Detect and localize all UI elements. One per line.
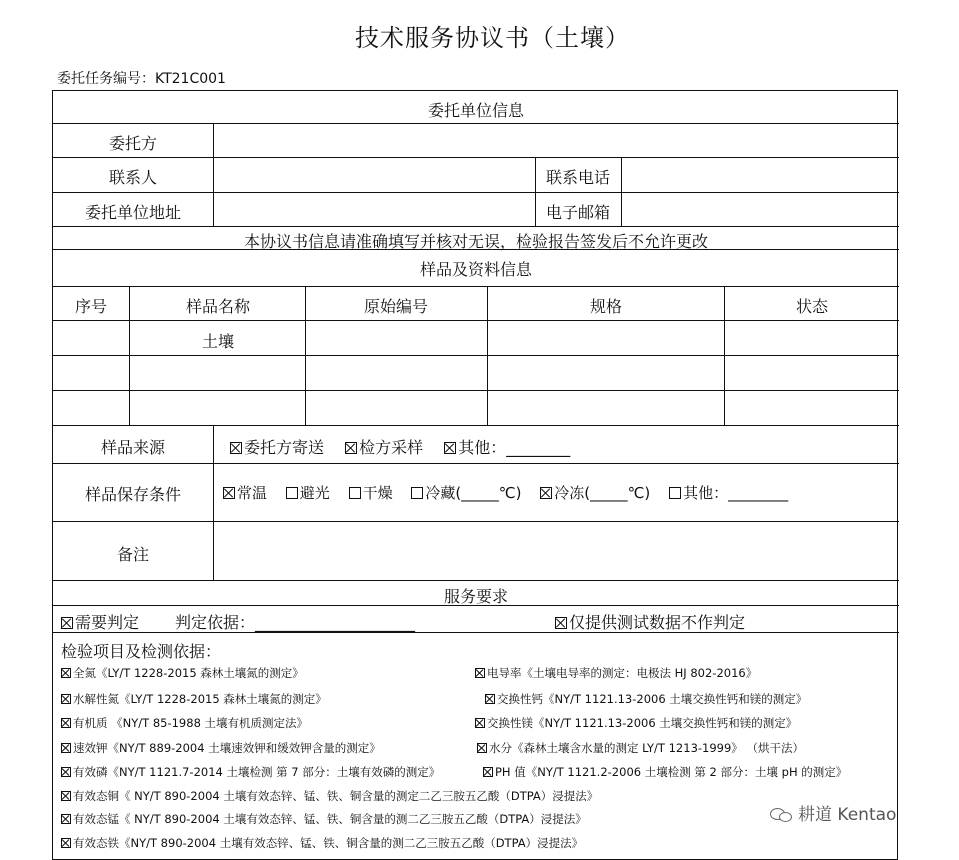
- test-item-total-nitrogen[interactable]: 全氮《LY/T 1228-2015 森林土壤氮的测定》: [61, 665, 304, 681]
- sample-name-cell: 土壤: [201, 332, 235, 351]
- row-divider: [53, 425, 899, 426]
- service-section-header: 服务要求: [443, 587, 509, 606]
- row-divider: [53, 463, 899, 464]
- test-item-hydrolyzable-nitrogen[interactable]: 水解性氮《LY/T 1228-2015 森林土壤氮的测定》: [61, 691, 327, 707]
- col-header-sample-name: 样品名称: [185, 297, 251, 316]
- checkbox-icon: [669, 487, 681, 499]
- test-item-organic-matter[interactable]: 有机质 《NY/T 85-1988 土壤有机质测定法》: [61, 715, 308, 731]
- checkbox-checked-icon: [61, 838, 71, 848]
- checkbox-checked-icon: [61, 617, 73, 629]
- checkbox-checked-icon: [223, 487, 235, 499]
- remark-label: 备注: [116, 545, 150, 564]
- checkbox-checked-icon: [61, 694, 71, 704]
- storage-option-room-temp[interactable]: 常温: [223, 482, 267, 503]
- checkbox-checked-icon: [61, 743, 71, 753]
- row-divider: [53, 320, 899, 321]
- no-judge-option[interactable]: 仅提供测试数据不作判定: [555, 610, 745, 633]
- source-option-other[interactable]: 其他：________: [444, 435, 570, 458]
- test-item-available-potassium[interactable]: 速效钾《NY/T 889-2004 土壤速效钾和缓效钾含量的测定》: [61, 740, 381, 756]
- col-header-index: 序号: [74, 297, 108, 316]
- test-item-available-copper[interactable]: 有效态铜《 NY/T 890-2004 土壤有效态锌、锰、铁、铜含量的测定二乙三胺五乙酸（DTPA）浸提法》: [61, 788, 598, 804]
- source-options: [230, 435, 586, 458]
- email-label: 电子邮箱: [545, 203, 611, 222]
- col-divider: [621, 157, 622, 226]
- checkbox-checked-icon: [61, 718, 71, 728]
- source-option-client[interactable]: 委托方寄送: [230, 435, 324, 458]
- watermark: 耕道 Kentao: [770, 800, 896, 825]
- storage-label: 样品保存条件: [84, 485, 182, 504]
- test-item-ph[interactable]: PH 值《NY/T 1121.2-2006 土壤检测 第 2 部分：土壤 pH 的测定》: [483, 764, 847, 780]
- checkbox-checked-icon: [230, 442, 242, 454]
- col-divider: [213, 123, 214, 226]
- checkbox-checked-icon: [477, 743, 487, 753]
- test-item-exchangeable-calcium[interactable]: 交换性钙《NY/T 1121.13-2006 土壤交换性钙和镁的测定》: [485, 691, 807, 707]
- checkbox-checked-icon: [475, 668, 485, 678]
- row-divider: [53, 286, 899, 287]
- document-title: 技术服务协议书（土壤）: [355, 24, 630, 52]
- contact-label: 联系人: [108, 168, 158, 187]
- row-divider: [53, 390, 899, 391]
- col-divider: [724, 286, 725, 425]
- storage-option-dark[interactable]: 避光: [286, 482, 330, 503]
- row-divider: [53, 521, 899, 522]
- col-header-status: 状态: [795, 297, 829, 316]
- test-items-heading: 检验项目及检测依据：: [61, 642, 222, 661]
- test-item-exchangeable-magnesium[interactable]: 交换性镁《NY/T 1121.13-2006 土壤交换性钙和镁的测定》: [475, 715, 797, 731]
- source-option-lab[interactable]: 检方采样: [345, 435, 423, 458]
- test-item-available-manganese[interactable]: 有效态锰《 NY/T 890-2004 土壤有效态锌、锰、铁、铜含量的测二乙三胺五乙酸（DTPA）浸提法》: [61, 811, 587, 827]
- checkbox-icon: [411, 487, 423, 499]
- col-divider: [213, 425, 214, 580]
- col-divider: [129, 286, 130, 425]
- storage-option-freeze[interactable]: 冷冻(_____℃): [540, 482, 650, 503]
- checkbox-checked-icon: [61, 791, 71, 801]
- checkbox-checked-icon: [444, 442, 456, 454]
- col-divider: [535, 157, 536, 226]
- client-label: 委托方: [108, 134, 158, 153]
- checkbox-checked-icon: [485, 694, 495, 704]
- row-divider: [53, 157, 899, 158]
- client-section-header: 委托单位信息: [427, 101, 525, 120]
- entrust-code: 委托任务编号：KT21C001: [57, 71, 226, 87]
- address-label: 委托单位地址: [84, 203, 182, 222]
- row-divider: [53, 192, 899, 193]
- row-divider: [53, 355, 899, 356]
- checkbox-checked-icon: [345, 442, 357, 454]
- checkbox-icon: [286, 487, 298, 499]
- judge-option[interactable]: 需要判定: [61, 610, 139, 633]
- storage-options: [223, 482, 788, 503]
- test-item-moisture[interactable]: 水分《森林土壤含水量的测定 LY/T 1213-1999》 （烘干法）: [477, 740, 804, 756]
- storage-option-other[interactable]: 其他：________: [669, 482, 788, 503]
- agreement-form: [52, 90, 898, 860]
- checkbox-checked-icon: [540, 487, 552, 499]
- checkbox-checked-icon: [475, 718, 485, 728]
- checkbox-checked-icon: [61, 814, 71, 824]
- checkbox-checked-icon: [555, 617, 567, 629]
- test-item-available-iron[interactable]: 有效态铁《NY/T 890-2004 土壤有效态锌、锰、铁、铜含量的测二乙三胺五乙酸（DTPA）浸提法》: [61, 835, 583, 851]
- judge-basis: 判定依据：____________________: [175, 613, 416, 632]
- test-item-available-phosphorus[interactable]: 有效磷《NY/T 1121.7-2014 土壤检测 第 7 部分：土壤有效磷的测定》: [61, 764, 440, 780]
- col-divider: [487, 286, 488, 425]
- row-divider: [53, 226, 899, 227]
- notice-text: 本协议书信息请准确填写并核对无误，检验报告签发后不允许更改: [243, 232, 709, 251]
- storage-option-dry[interactable]: 干燥: [349, 482, 393, 503]
- col-header-original-no: 原始编号: [363, 297, 429, 316]
- row-divider: [53, 580, 899, 581]
- storage-option-refrigerate[interactable]: 冷藏(_____℃): [411, 482, 521, 503]
- col-header-spec: 规格: [589, 297, 623, 316]
- checkbox-checked-icon: [61, 767, 71, 777]
- row-divider: [53, 123, 899, 124]
- checkbox-checked-icon: [61, 668, 71, 678]
- wechat-icon: [770, 806, 792, 822]
- sample-section-header: 样品及资料信息: [419, 260, 533, 279]
- checkbox-checked-icon: [483, 767, 493, 777]
- source-label: 样品来源: [100, 438, 166, 457]
- test-item-conductivity[interactable]: 电导率《土壤电导率的测定：电极法 HJ 802-2016》: [475, 665, 757, 681]
- phone-label: 联系电话: [545, 168, 611, 187]
- checkbox-icon: [349, 487, 361, 499]
- col-divider: [305, 286, 306, 425]
